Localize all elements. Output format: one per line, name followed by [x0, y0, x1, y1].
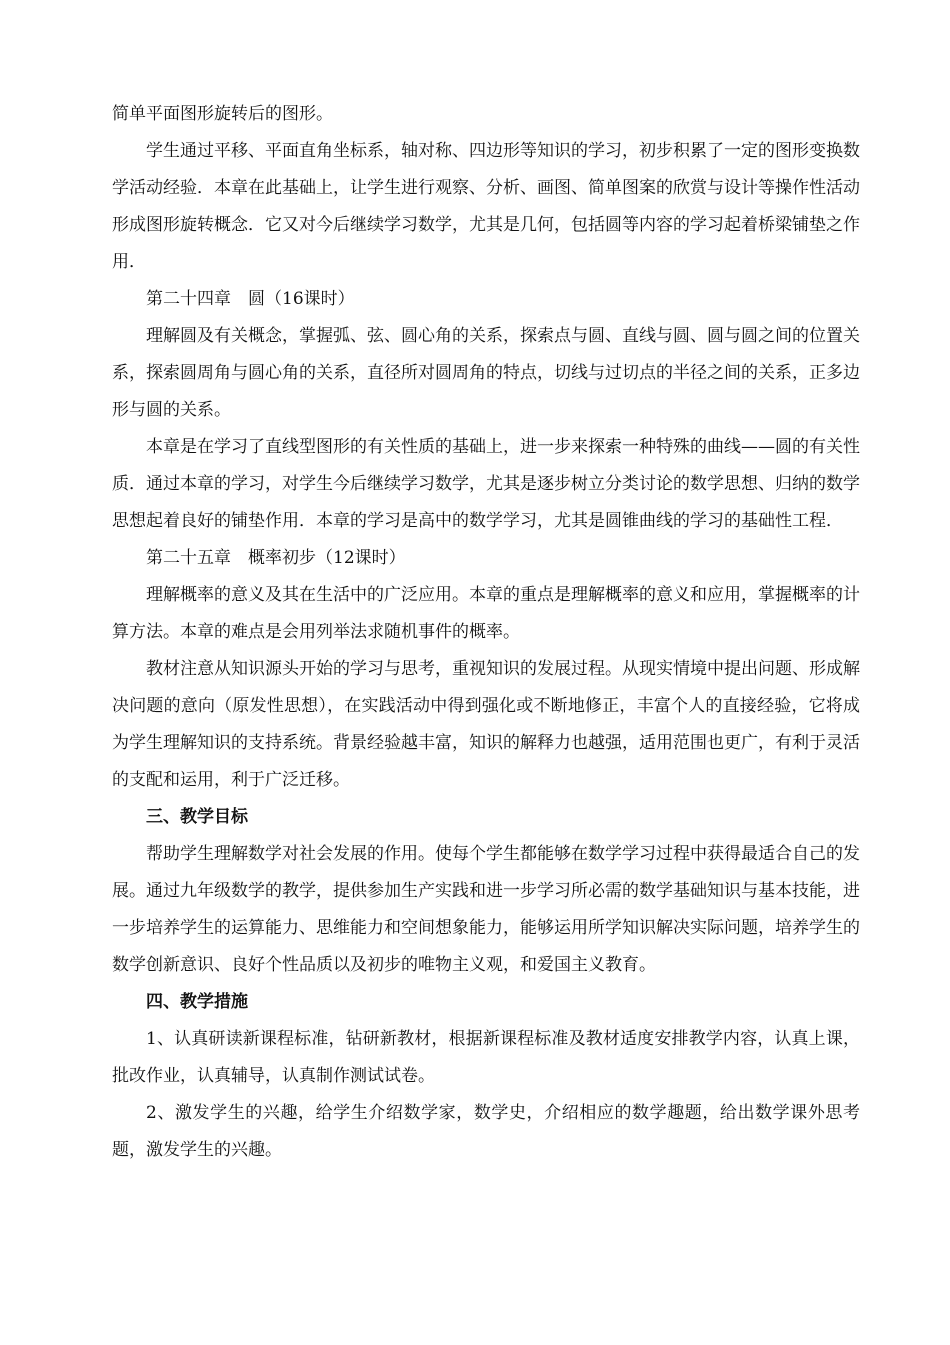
paragraph-probability-objectives: 理解概率的意义及其在生活中的广泛应用。本章的重点是理解概率的意义和应用，掌握概率的计算方法。本章的难点是会用列举法求随机事件的概率。: [112, 585, 860, 642]
section-heading-teaching-measures: 四、教学措施: [146, 992, 248, 1012]
paragraph-measure-2: 2、激发学生的兴趣，给学生介绍数学家，数学史，介绍相应的数学趣题，给出数学课外思考题，激发学生的兴趣。: [112, 1103, 860, 1160]
document-body: [112, 96, 860, 1169]
paragraph-circle-significance: 本章是在学习了直线型图形的有关性质的基础上，进一步来探索一种特殊的曲线——圆的有关性质．通过本章的学习，对学生今后继续学习数学，尤其是逐步树立分类讨论的数学思想、归纳的数学思想起着良好的铺垫作用．本章的学习是高中的数学学习，尤其是圆锥曲线的学习的基础性工程．: [112, 437, 860, 531]
chapter-title-probability: 第二十五章 概率初步（12课时）: [146, 548, 406, 568]
section-heading-teaching-goals: 三、教学目标: [146, 807, 248, 827]
paragraph-rotation-background: 学生通过平移、平面直角坐标系，轴对称、四边形等知识的学习，初步积累了一定的图形变换数学活动经验．本章在此基础上，让学生进行观察、分析、画图、简单图案的欣赏与设计等操作性活动形成图形旋转概念．它又对今后继续学习数学，尤其是几何，包括圆等内容的学习起着桥梁铺垫之作用．: [112, 141, 860, 272]
paragraph-continuation: 简单平面图形旋转后的图形。: [112, 104, 333, 124]
paragraph-textbook-approach: 教材注意从知识源头开始的学习与思考，重视知识的发展过程。从现实情境中提出问题、形成解决问题的意向（原发性思想），在实践活动中得到强化或不断地修正，丰富个人的直接经验，它将成为学生理解知识的支持系统。背景经验越丰富，知识的解释力也越强，适用范围也更广，有利于灵活的支配和运用，利于广泛迁移。: [112, 659, 860, 790]
paragraph-circle-objectives: 理解圆及有关概念，掌握弧、弦、圆心角的关系，探索点与圆、直线与圆、圆与圆之间的位置关系，探索圆周角与圆心角的关系，直径所对圆周角的特点，切线与过切点的半径之间的关系，正多边形与圆的关系。: [112, 326, 860, 420]
paragraph-measure-1: 1、认真研读新课程标准，钻研新教材，根据新课程标准及教材适度安排教学内容，认真上课，批改作业，认真辅导，认真制作测试试卷。: [112, 1029, 860, 1086]
chapter-title-circle: 第二十四章 圆（16课时）: [146, 289, 355, 309]
paragraph-teaching-goals: 帮助学生理解数学对社会发展的作用。使每个学生都能够在数学学习过程中获得最适合自己的发展。通过九年级数学的教学，提供参加生产实践和进一步学习所必需的数学基础知识与基本技能，进一步培养学生的运算能力、思维能力和空间想象能力，能够运用所学知识解决实际问题，培养学生的数学创新意识、良好个性品质以及初步的唯物主义观，和爱国主义教育。: [112, 844, 860, 975]
